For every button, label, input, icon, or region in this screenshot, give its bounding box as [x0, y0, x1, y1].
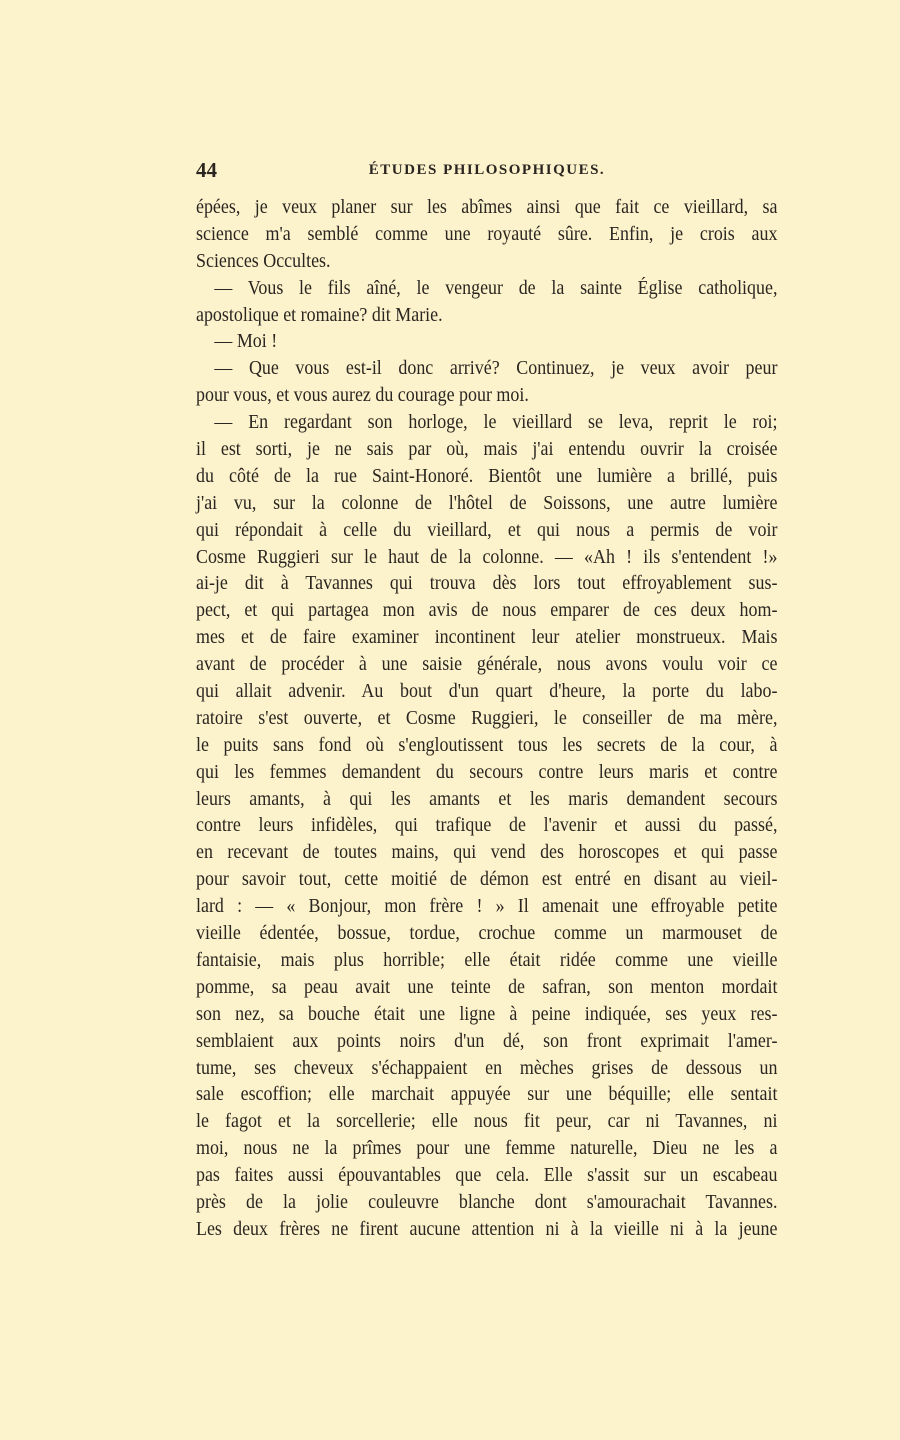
- text-line: lard : — « Bonjour, mon frère ! » Il amenait une effroyable petite: [196, 896, 778, 918]
- text-line: apostolique et romaine? dit Marie.: [196, 304, 443, 326]
- text-line: près de la jolie couleuvre blanche dont s'amourachait Tavannes.: [196, 1191, 778, 1213]
- text-line: du côté de la rue Saint-Honoré. Bientôt une lumière a brillé, puis: [196, 465, 778, 487]
- text-line: — Moi !: [214, 331, 278, 353]
- text-line: avant de procéder à une saisie générale, nous avons voulu voir ce: [196, 654, 778, 676]
- text-line: fantaisie, mais plus horrible; elle était ridée comme une vieille: [196, 949, 778, 971]
- text-line: contre leurs infidèles, qui trafique de l'avenir et aussi du passé,: [196, 815, 778, 837]
- text-line: — Que vous est-il donc arrivé? Continuez, je veux avoir peur: [214, 358, 778, 380]
- text-line: il est sorti, je ne sais par où, mais j'ai entendu ouvrir la croisée: [196, 439, 778, 461]
- text-line: ai-je dit à Tavannes qui trouva dès lors tout effroyablement sus-: [196, 573, 778, 595]
- text-line: Cosme Ruggieri sur le haut de la colonne. — «Ah ! ils s'entendent !»: [196, 546, 778, 568]
- text-line: pour vous, et vous aurez du courage pour moi.: [196, 385, 529, 407]
- text-line: sale escoffion; elle marchait appuyée sur une béquille; elle sentait: [196, 1084, 778, 1106]
- text-line: Les deux frères ne firent aucune attention ni à la vieille ni à la jeune: [196, 1218, 778, 1240]
- text-line: épées, je veux planer sur les abîmes ainsi que fait ce vieillard, sa: [196, 197, 778, 218]
- text-line: qui les femmes demandent du secours contre leurs maris et contre: [196, 761, 778, 783]
- text-line: moi, nous ne la prîmes pour une femme naturelle, Dieu ne les a: [196, 1138, 778, 1160]
- running-header: [196, 158, 778, 186]
- text-line: qui répondait à celle du vieillard, et qui nous a permis de voir: [196, 519, 778, 541]
- text-line: pect, et qui partagea mon avis de nous emparer de ces deux hom-: [196, 600, 778, 622]
- text-line: science m'a semblé comme une royauté sûre. Enfin, je crois aux: [196, 223, 778, 245]
- text-line: en recevant de toutes mains, qui vend des horoscopes et qui passe: [196, 842, 778, 864]
- text-line: mes et de faire examiner incontinent leur atelier monstrueux. Mais: [196, 627, 778, 649]
- text-line: pour savoir tout, cette moitié de démon est entré en disant au vieil-: [196, 869, 778, 891]
- text-line: — En regardant son horloge, le vieillard se leva, reprit le roi;: [214, 412, 778, 434]
- body-text: [196, 195, 778, 1244]
- text-line: pomme, sa peau avait une teinte de safran, son menton mordait: [196, 976, 778, 998]
- text-line: son nez, sa bouche était une ligne à peine indiquée, ses yeux res-: [196, 1003, 778, 1025]
- text-line: vieille édentée, bossue, tordue, crochue comme un marmouset de: [196, 923, 778, 945]
- text-line: leurs amants, à qui les amants et les maris demandent secours: [196, 788, 778, 810]
- text-line: Sciences Occultes.: [196, 250, 331, 272]
- text-line: le fagot et la sorcellerie; elle nous fit peur, car ni Tavannes, ni: [196, 1111, 778, 1133]
- running-title: ÉTUDES PHILOSOPHIQUES.: [368, 162, 606, 178]
- text-line: — Vous le fils aîné, le vengeur de la sainte Église catholique,: [214, 277, 778, 299]
- text-line: j'ai vu, sur la colonne de l'hôtel de Soissons, une autre lumière: [196, 492, 778, 514]
- text-line: tume, ses cheveux s'échappaient en mèches grises de dessous un: [196, 1057, 778, 1079]
- text-line: ratoire s'est ouverte, et Cosme Ruggieri, le conseiller de ma mère,: [196, 707, 778, 729]
- page-number: 44: [196, 158, 217, 182]
- text-line: le puits sans fond où s'engloutissent tous les secrets de la cour, à: [196, 734, 778, 756]
- text-line: qui allait advenir. Au bout d'un quart d'heure, la porte du labo-: [196, 681, 778, 703]
- text-line: semblaient aux points noirs d'un dé, son front exprimait l'amer-: [196, 1030, 778, 1052]
- text-line: pas faites aussi épouvantables que cela. Elle s'assit sur un escabeau: [196, 1165, 778, 1187]
